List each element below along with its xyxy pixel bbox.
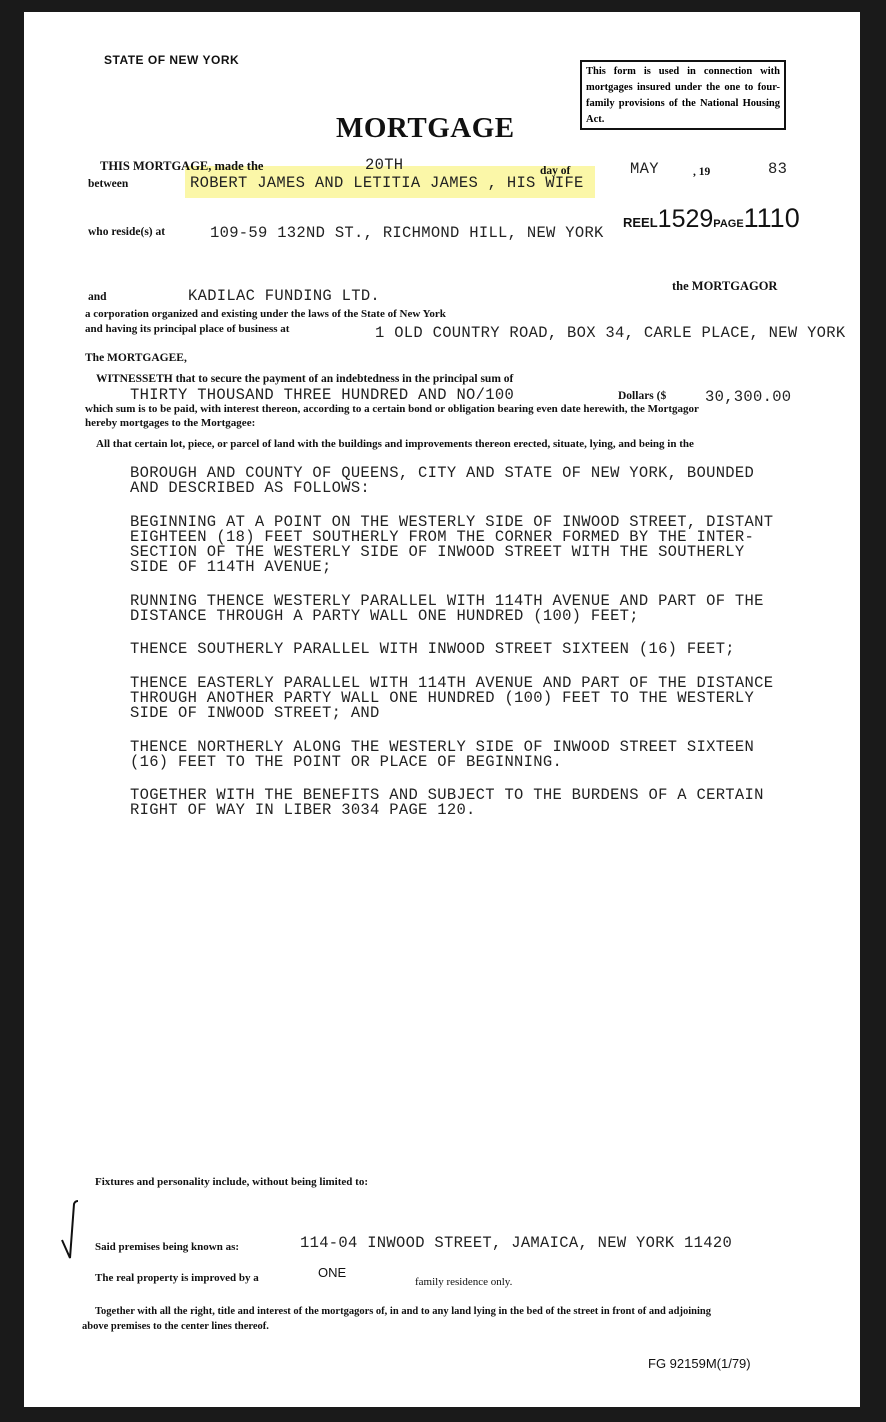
reel-label: REEL	[623, 215, 658, 230]
amount-words: THIRTY THOUSAND THREE HUNDRED AND NO/100	[130, 386, 515, 404]
description-paragraph: THENCE NORTHERLY ALONG THE WESTERLY SIDE OF INWOOD STREET SIXTEEN (16) FEET TO THE POINT OR PLACE OF BEGINNING.	[130, 737, 755, 771]
which-line: which sum is to be paid, with interest thereon, according to a certain bond or obligation bearing even date herewith, the Mortgagor	[85, 403, 699, 415]
amount-value: 30,300.00	[705, 388, 792, 406]
mortgagee-label: The MORTGAGEE,	[85, 352, 187, 364]
description-paragraph: RUNNING THENCE WESTERLY PARALLEL WITH 114TH AVENUE AND PART OF THE DISTANCE THROUGH A PARTY WALL ONE HUNDRED (100) FEET;	[130, 591, 764, 626]
month-value: MAY	[630, 160, 659, 178]
form-number: FG 92159M(1/79)	[648, 1356, 751, 1371]
reel-page-stamp	[623, 203, 800, 234]
all-that-line: All that certain lot, piece, or parcel of land with the buildings and improvements thereon erected, situate, lying, and being in the	[96, 438, 694, 450]
page-number: 1110	[743, 203, 800, 233]
year-value: 83	[768, 160, 788, 178]
day-value: 20TH	[365, 156, 404, 174]
reside-label: who reside(s) at	[88, 226, 166, 238]
document-title: MORTGAGE	[336, 112, 515, 144]
page-label: PAGE	[713, 218, 744, 230]
mortgagee-name: KADILAC FUNDING LTD.	[188, 287, 381, 305]
family-label: family residence only.	[415, 1276, 513, 1288]
mortgagor-address: 109-59 132ND ST., RICHMOND HILL, NEW YORK	[210, 224, 604, 242]
reel-number: 1529	[657, 205, 714, 233]
year-prefix: , 19	[693, 166, 711, 178]
mortgagee-address: 1 OLD COUNTRY ROAD, BOX 34, CARLE PLACE, NEW YORK	[375, 324, 846, 342]
description-paragraph: BEGINNING AT A POINT ON THE WESTERLY SIDE OF INWOOD STREET, DISTANT EIGHTEEN (18) FEET SOUTHERLY FROM THE CORNER FORMED BY THE INTER- SECTION OF THE WESTERLY SIDE OF INWOOD STREET WITH THE SOUTHERLY SIDE OF 114TH AVENUE;	[130, 512, 774, 577]
witnesseth-line: WITNESSETH that to secure the payment of an indebtedness in the principal sum of	[96, 373, 514, 385]
notice-box: This form is used in connection with mortgages insured under the one to four-family provisions of the National Housing Act.	[580, 60, 786, 130]
description-paragraph: THENCE SOUTHERLY PARALLEL WITH INWOOD STREET SIXTEEN (16) FEET;	[130, 640, 735, 659]
hereby-line: hereby mortgages to the Mortgagee:	[85, 417, 256, 429]
together-line-2: above premises to the center lines thereof.	[82, 1321, 269, 1332]
legal-description	[130, 466, 773, 837]
between-label: between	[88, 178, 129, 190]
day-of-label: day of	[540, 165, 571, 177]
family-count: ONE	[318, 1265, 347, 1280]
description-paragraph: TOGETHER WITH THE BENEFITS AND SUBJECT TO THE BURDENS OF A CERTAIN RIGHT OF WAY IN LIBER 3034 PAGE 120.	[130, 786, 764, 820]
place-label: and having its principal place of business at	[85, 323, 290, 335]
checkmark-icon	[60, 1200, 84, 1262]
known-as-label: Said premises being known as:	[95, 1241, 240, 1253]
and-label: and	[88, 291, 107, 303]
mortgagor-label: the MORTGAGOR	[672, 279, 778, 293]
improved-label: The real property is improved by a	[95, 1272, 259, 1284]
dollars-label: Dollars ($	[618, 390, 667, 402]
together-line-1: Together with all the right, title and interest of the mortgagors of, in and to any land lying in the bed of the street in front of and adjoining	[95, 1306, 712, 1317]
description-paragraph: BOROUGH AND COUNTY OF QUEENS, CITY AND STATE OF NEW YORK, BOUNDED AND DESCRIBED AS FOLLOWS:	[130, 464, 755, 498]
corporation-line: a corporation organized and existing under the laws of the State of New York	[85, 308, 446, 320]
state-heading: STATE OF NEW YORK	[104, 53, 240, 67]
mortgagor-names: ROBERT JAMES AND LETITIA JAMES , HIS WIFE	[190, 174, 584, 192]
premises-address: 114-04 INWOOD STREET, JAMAICA, NEW YORK 11420	[300, 1234, 733, 1252]
fixtures-line: Fixtures and personality include, without being limited to:	[95, 1176, 368, 1188]
description-paragraph: THENCE EASTERLY PARALLEL WITH 114TH AVENUE AND PART OF THE DISTANCE THROUGH ANOTHER PARTY WALL ONE HUNDRED (100) FEET TO THE WESTERLY SIDE OF INWOOD STREET; AND	[130, 673, 774, 723]
intro-label: THIS MORTGAGE, made the	[100, 159, 264, 173]
